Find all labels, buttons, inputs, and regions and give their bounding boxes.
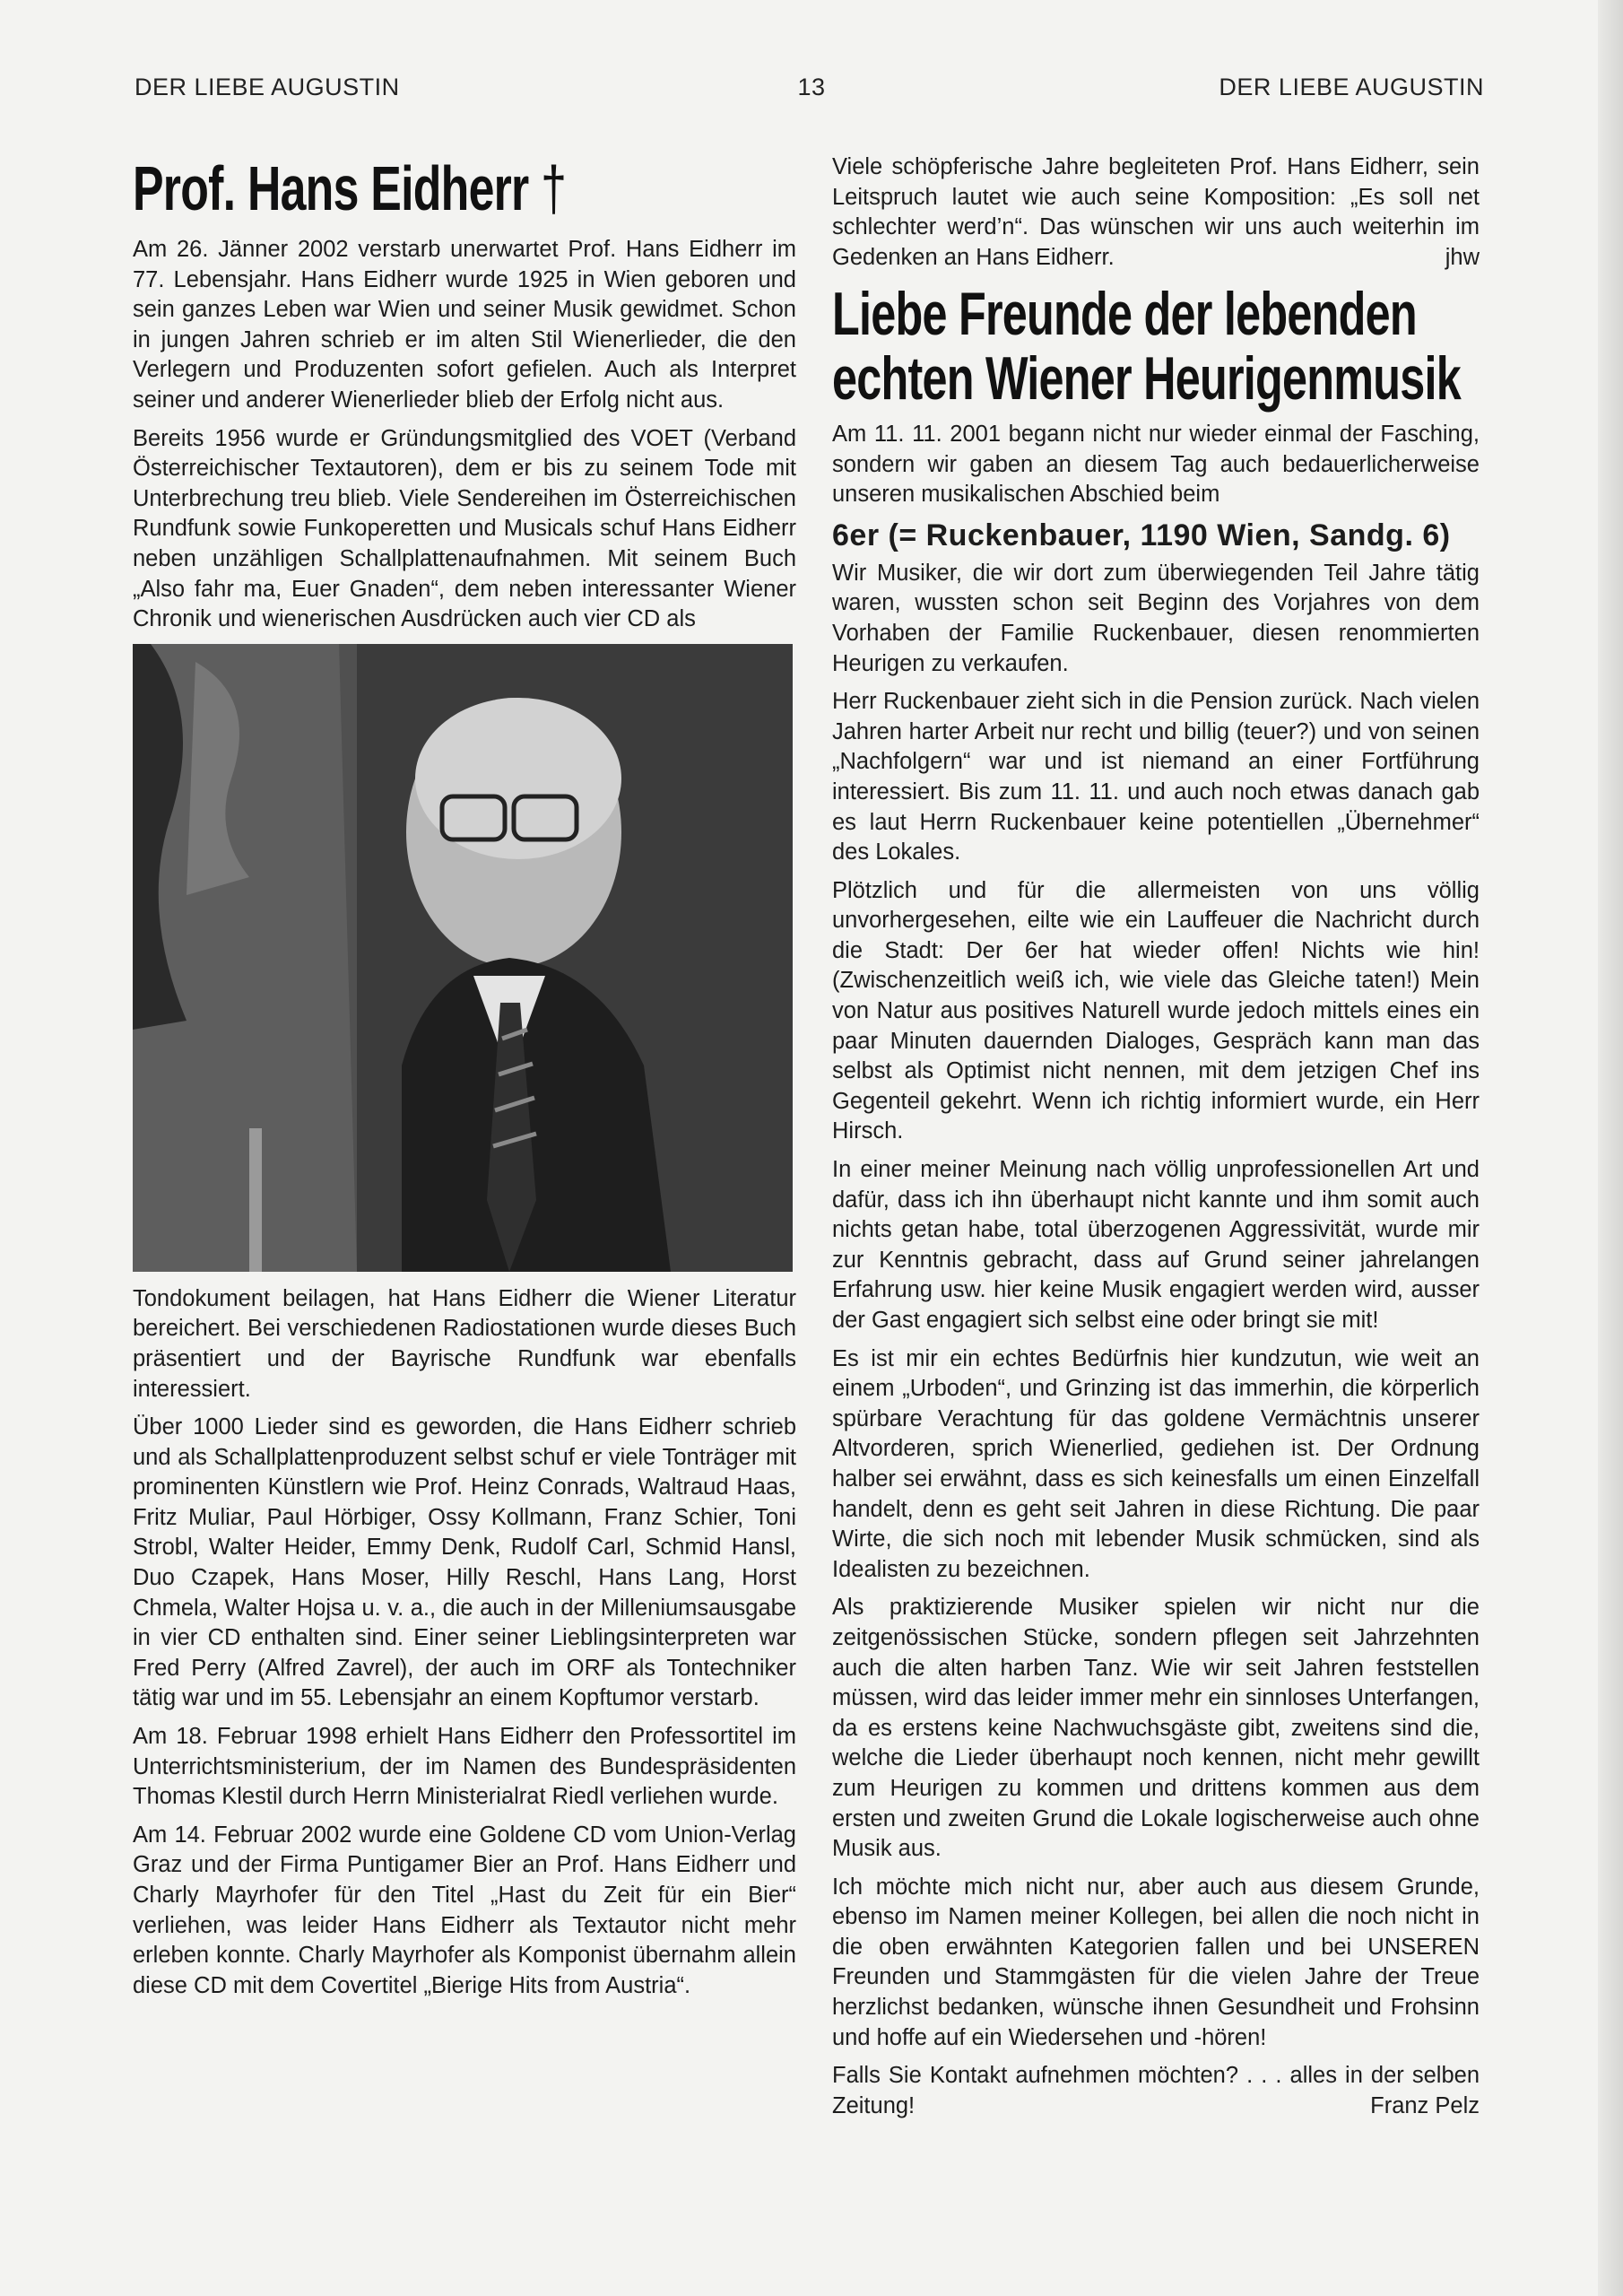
article-2-paragraph: Plötzlich und für die allermeisten von uns völlig unvorhergesehen, eilte wie ein Lauffeuer die Nachricht durch die Stadt: Der 6er hat wieder offen! Nichts wie hin! (Zwischenzeitlich weiß ich, wie viele das Gleiche taten!) Mein von Natur aus positives Naturell wurde jedoch mittels eines ein paar Minuten dauernden Dialoges, Gespräch kann man das selbst als Optimist nicht nennen, mit dem jetzigen Chef ins Gegenteil gekehrt. Wenn ich richtig informiert wurde, ein Herr Hirsch. bbox=[832, 877, 1480, 1144]
article-1-paragraph: Am 26. Jänner 2002 verstarb unerwartet Prof. Hans Eidherr im 77. Lebensjahr. Hans Eidherr wurde 1925 in Wien geboren und sein ganzes Leben war Wien und seiner Musik gewidmet. Schon in jungen Jahren schrieb er im alten Stil Wienerlieder, die den Verlegern und Produzenten sofort gefielen. Auch als Interpret seiner und anderer Wienerlieder blieb der Erfolg nicht aus. bbox=[133, 237, 796, 413]
article-2-paragraph: Ich möchte mich nicht nur, aber auch aus diesem Grunde, ebenso im Namen meiner Kollegen, bei allen die noch nicht in die oben erwähnten Kategorien fallen und bei UNSEREN Freunden und Stammgästen für die vielen Jahre der Treue herzlichst bedanken, wünsche ihnen Gesundheit und Frohsinn und hoffe auf ein Wiedersehen und -hören! bbox=[832, 1874, 1480, 2050]
article-2-paragraph: Falls Sie Kontakt aufnehmen möchten? . . . alles in der selben Zeitung! bbox=[832, 2063, 1480, 2118]
article-2-signature: Franz Pelz bbox=[1370, 2093, 1480, 2119]
page-edge bbox=[1598, 0, 1623, 2296]
page-number: 13 bbox=[797, 74, 826, 100]
article-1-paragraph: Am 18. Februar 1998 erhielt Hans Eidherr den Professortitel im Unterrichtsministerium, der im Namen des Bundespräsidenten Thomas Klestil durch Herrn Ministerialrat Riedl verliehen wurde. bbox=[133, 1724, 796, 1810]
article-1-paragraph: Tondokument beilagen, hat Hans Eidherr die Wiener Literatur bereichert. Bei verschiedenen Radiostationen wurde dieses Buch präsentiert und der Bayrische Rundfunk war ebenfalls interessiert. bbox=[133, 1285, 796, 1402]
article-1-paragraph: Viele schöpferische Jahre begleiteten Prof. Hans Eidherr, sein Leitspruch lautet wie auch seine Komposition: „Es soll net schlechter werd’n“. Das wünschen wir uns auch weiterhin im Gedenken an Hans Eidherr. bbox=[832, 154, 1480, 270]
article-2-headline bbox=[832, 279, 1462, 413]
article-1-paragraph: Am 14. Februar 2002 wurde eine Goldene CD vom Union-Verlag Graz und der Firma Puntigamer Bier an Prof. Hans Eidherr und Charly Mayrhofer für den Titel „Hast du Zeit für ein Bier“ verliehen, was leider Hans Eidherr als Textautor nicht mehr erleben konnte. Charly Mayrhofer als Komponist übernahm allein diese CD mit dem Covertitel „Bierige Hits from Austria“. bbox=[133, 1822, 796, 1998]
article-2-paragraph: Es ist mir ein echtes Bedürfnis hier kundzutun, wie weit an einem „Urboden“, und Grinzing ist das immerhin, die körperlich spürbare Verachtung für das goldene Vermächtnis unserer Altvorderen, sprich Wienerlied, gediehen ist. Der Ordnung halber sei erwähnt, dass es sich keinesfalls um einen Einzelfall handelt, denn es geht seit Jahren in diese Richtung. Die paar Wirte, die sich noch mit lebender Musik schmücken, sind als Idealisten zu bezeichnen. bbox=[832, 1345, 1480, 1582]
article-1-signature: jhw bbox=[1445, 245, 1480, 271]
right-column bbox=[832, 152, 1480, 2130]
portrait-photo bbox=[133, 644, 793, 1272]
article-2-paragraph: Herr Ruckenbauer zieht sich in die Pension zurück. Nach vielen Jahren harter Arbeit nur recht und billig (teuer?) und von seinen „Nachfolgern“ war und ist niemand an einer Fortführung interessiert. Bis zum 11. 11. und auch noch etwas danach gab es laut Herrn Ruckenbauer keine potentiellen „Übernehmer“ des Lokales. bbox=[832, 689, 1480, 865]
portrait-photo-illustration bbox=[133, 644, 793, 1272]
headline-line: Liebe Freunde der lebenden bbox=[832, 279, 1417, 348]
article-2-paragraph: Am 11. 11. 2001 begann nicht nur wieder einmal der Fasching, sondern wir gaben an diesem Tag auch bedauerlicherweise unseren musikalischen Abschied beim bbox=[832, 421, 1480, 508]
headline-text: Prof. Hans Eidherr bbox=[133, 153, 529, 223]
headline-line: echten Wiener Heurigenmusik bbox=[832, 344, 1462, 413]
article-2-paragraph: Wir Musiker, die wir dort zum überwiegenden Teil Jahre tätig waren, wussten schon seit Beginn des Vorjahres von dem Vorhaben der Familie Ruckenbauer, diesen renommierten Heurigen zu verkaufen. bbox=[832, 560, 1480, 676]
running-head-right: DER LIEBE AUGUSTIN bbox=[1219, 74, 1484, 100]
article-2-paragraph: Als praktizierende Musiker spielen wir nicht nur die zeitgenössischen Stücke, sondern pflegen seit Jahrzehnten auch die alten harben Tanz. Wie wir seit Jahren feststellen müssen, wird das leider immer mehr ein sinnloses Unterfangen, da es erstens keine Nachwuchsgäste gibt, zweitens sind die, welche die Lieder überhaupt noch kennen, nicht mehr gewillt zum Heurigen zu kommen und drittens kommen aus dem ersten und zweiten Grund die Lokale logischerweise auch ohne Musik aus. bbox=[832, 1595, 1480, 1862]
article-2-subheading: 6er (= Ruckenbauer, 1190 Wien, Sandg. 6) bbox=[832, 517, 1451, 552]
article-1-paragraph: Über 1000 Lieder sind es geworden, die Hans Eidherr schrieb und als Schallplattenproduzent selbst schuf er viele Tonträger mit prominenten Künstlern wie Prof. Heinz Conrads, Waltraud Haas, Fritz Muliar, Paul Hörbiger, Ossy Kollmann, Franz Schier, Toni Strobl, Walter Heider, Emmy Denk, Rudolf Carl, Schmid Hansl, Duo Czapek, Hans Moser, Hilly Reschl, Hans Lang, Horst Chmela, Walter Hojsa u. v. a., die auch in der Milleniumsausgabe in vier CD enthalten sind. Einer seiner Lieblingsinterpreten war Fred Perry (Alfred Zavrel), der auch im ORF als Tontechniker tätig war und im 55. Lebensjahr an einem Kopftumor verstarb. bbox=[133, 1414, 796, 1711]
left-column bbox=[133, 152, 796, 2009]
running-head-left: DER LIEBE AUGUSTIN bbox=[135, 74, 400, 100]
dagger-symbol: † bbox=[541, 153, 567, 223]
article-2-paragraph: In einer meiner Meinung nach völlig unprofessionellen Art und dafür, dass ich ihn überhaupt nicht kannte und ihm somit auch nichts getan habe, total überzogenen Aggressivität, wurde mir zur Kenntnis gebracht, dass auf Grund seiner jahrelangen Erfahrung usw. hier keine Musik engagiert werden wird, ausser der Gast engagiert sich selbst eine oder bringt sie mit! bbox=[832, 1157, 1480, 1333]
article-1-headline bbox=[133, 152, 624, 224]
article-1-paragraph: Bereits 1956 wurde er Gründungsmitglied des VOET (Verband Österreichischer Textautoren), dem er bis zu seinem Tode mit Unterbrechung treu blieb. Viele Sendereihen im Österreichischen Rundfunk sowie Funkoperetten und Musicals schuf Hans Eidherr neben unzähligen Schallplattenaufnahmen. Mit seinem Buch „Also fahr ma, Euer Gnaden“, dem neben interessanter Wiener Chronik und wienerischen Ausdrücken auch vier CD als bbox=[133, 425, 796, 632]
